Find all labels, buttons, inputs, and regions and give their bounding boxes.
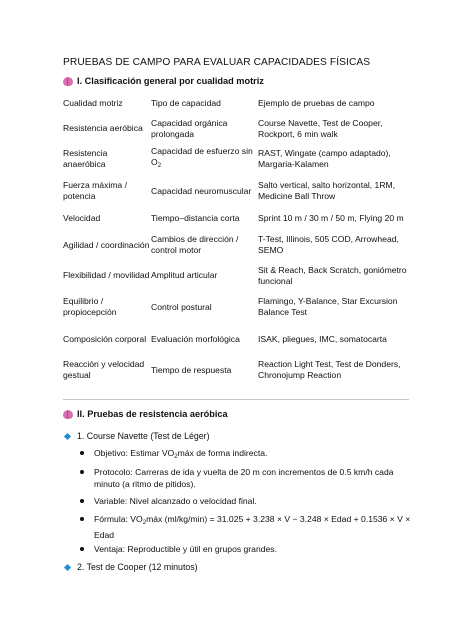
section-1-heading bbox=[63, 76, 264, 86]
table-cell: T-Test, Illinois, 505 COD, Arrowhead, SEMO bbox=[258, 234, 399, 255]
table-cell: Velocidad bbox=[63, 212, 101, 223]
table-cell: Cambios de dirección / control motor bbox=[151, 234, 239, 255]
table-header: Ejemplo de pruebas de campo bbox=[258, 97, 375, 108]
diamond-bullet-icon bbox=[64, 432, 71, 439]
section-divider bbox=[63, 399, 409, 400]
objective-prefix: Objetivo: Estimar VO bbox=[94, 448, 175, 458]
table-cell: Agilidad / coordinación bbox=[63, 239, 150, 250]
section-2-heading bbox=[63, 409, 228, 419]
table-header: Tipo de capacidad bbox=[151, 97, 221, 108]
table-cell: Fuerza máxima / potencia bbox=[63, 180, 127, 201]
objective-suffix: máx de forma indirecta. bbox=[177, 448, 268, 458]
table-cell-text: Capacidad de esfuerzo sin O bbox=[151, 146, 253, 167]
table-cell: Capacidad orgánica prolongada bbox=[151, 117, 228, 139]
bullet-formula bbox=[80, 513, 415, 541]
test-2-title: 2. Test de Cooper (12 minutos) bbox=[77, 562, 198, 572]
bullet-dot bbox=[80, 517, 84, 521]
table-cell: Sit & Reach, Back Scratch, goniómetro funcional bbox=[258, 264, 407, 286]
table-row bbox=[63, 324, 411, 354]
table-cell bbox=[151, 143, 258, 175]
test-1-title: 1. Course Navette (Test de Léger) bbox=[77, 431, 210, 441]
section-2-title: II. Pruebas de resistencia aeróbica bbox=[77, 409, 228, 419]
bullet-variable bbox=[80, 495, 415, 507]
table-cell: ISAK, pliegues, IMC, somatocarta bbox=[258, 333, 387, 344]
table-cell: Salto vertical, salto horizontal, 1RM, Medicine Ball Throw bbox=[258, 180, 396, 201]
table-cell: Flexibilidad / movilidad bbox=[63, 270, 150, 280]
bullet-advantage bbox=[80, 543, 415, 555]
bullet-text bbox=[94, 447, 415, 463]
table-row bbox=[63, 229, 411, 261]
table-header-row bbox=[63, 92, 411, 114]
table-cell: Tiempo–distancia corta bbox=[151, 212, 240, 223]
o2-subscript: 2 bbox=[157, 163, 162, 169]
bullet-dot bbox=[80, 470, 84, 474]
bullet-dot bbox=[80, 547, 84, 551]
variable-text: Variable: Nivel alcanzado o velocidad final. bbox=[94, 496, 257, 506]
document-title: PRUEBAS DE CAMPO PARA EVALUAR CAPACIDADES FÍSICAS bbox=[63, 57, 371, 68]
classification-table bbox=[63, 92, 411, 386]
table-cell: Resistencia aeróbica bbox=[63, 123, 143, 133]
protocol-text: Protocolo: Carreras de ida y vuelta de 20 m con incrementos de 0.5 km/h cada minuto (a ritmo de pitidos). bbox=[94, 467, 394, 489]
section-1-title: I. Clasificación general por cualidad motriz bbox=[77, 76, 264, 86]
table-cell: Amplitud articular bbox=[151, 270, 218, 280]
advantage-text: Ventaja: Reproductible y útil en grupos grandes. bbox=[94, 544, 277, 554]
table-cell: Course Navette, Test de Cooper, Rockport, 6 min walk bbox=[258, 117, 383, 139]
formula-suffix: máx (ml/kg/min) = 31.025 + 3.238 × V − 3.248 × Edad + 0.1536 × V × Edad bbox=[94, 514, 411, 540]
test-2-heading bbox=[63, 562, 198, 572]
brain-icon bbox=[63, 410, 73, 419]
diamond-bullet-icon bbox=[64, 563, 71, 570]
table-row bbox=[63, 114, 411, 143]
formula-prefix: Fórmula: VO bbox=[94, 514, 143, 524]
table-header: Cualidad motriz bbox=[63, 97, 123, 108]
table-cell: Sprint 10 m / 30 m / 50 m, Flying 20 m bbox=[258, 212, 404, 223]
table-row bbox=[63, 261, 411, 290]
table-cell: Evaluación morfológica bbox=[151, 333, 240, 344]
bullet-objective bbox=[80, 447, 415, 463]
bullet-text bbox=[94, 513, 415, 541]
objective-subscript: 2 bbox=[174, 454, 178, 460]
table-cell: Reacción y velocidad gestual bbox=[63, 359, 145, 380]
table-cell: Resistencia anaeróbica bbox=[63, 148, 108, 169]
table-row bbox=[63, 143, 411, 175]
table-cell: RAST, Wingate (campo adaptado), Margaria-Kalamen bbox=[258, 148, 391, 169]
test-1-heading bbox=[63, 431, 210, 441]
table-cell: Tiempo de respuesta bbox=[151, 364, 232, 375]
table-row bbox=[63, 354, 411, 386]
bullet-protocol bbox=[80, 466, 415, 490]
table-row bbox=[63, 290, 411, 324]
table-cell: Capacidad neuromuscular bbox=[151, 185, 252, 196]
table-row bbox=[63, 175, 411, 207]
bullet-dot bbox=[80, 451, 84, 455]
table-cell: Flamingo, Y-Balance, Star Excursion Balance Test bbox=[258, 296, 398, 317]
table-cell: Equilibrio / propiocepción bbox=[63, 296, 117, 317]
table-cell: Composición corporal bbox=[63, 333, 147, 344]
table-cell: Control postural bbox=[151, 301, 212, 312]
bullet-dot bbox=[80, 499, 84, 503]
table-row bbox=[63, 207, 411, 229]
table-cell: Reaction Light Test, Test de Donders, Chronojump Reaction bbox=[258, 359, 401, 380]
brain-icon bbox=[63, 77, 73, 86]
formula-subscript: 2 bbox=[142, 520, 147, 526]
